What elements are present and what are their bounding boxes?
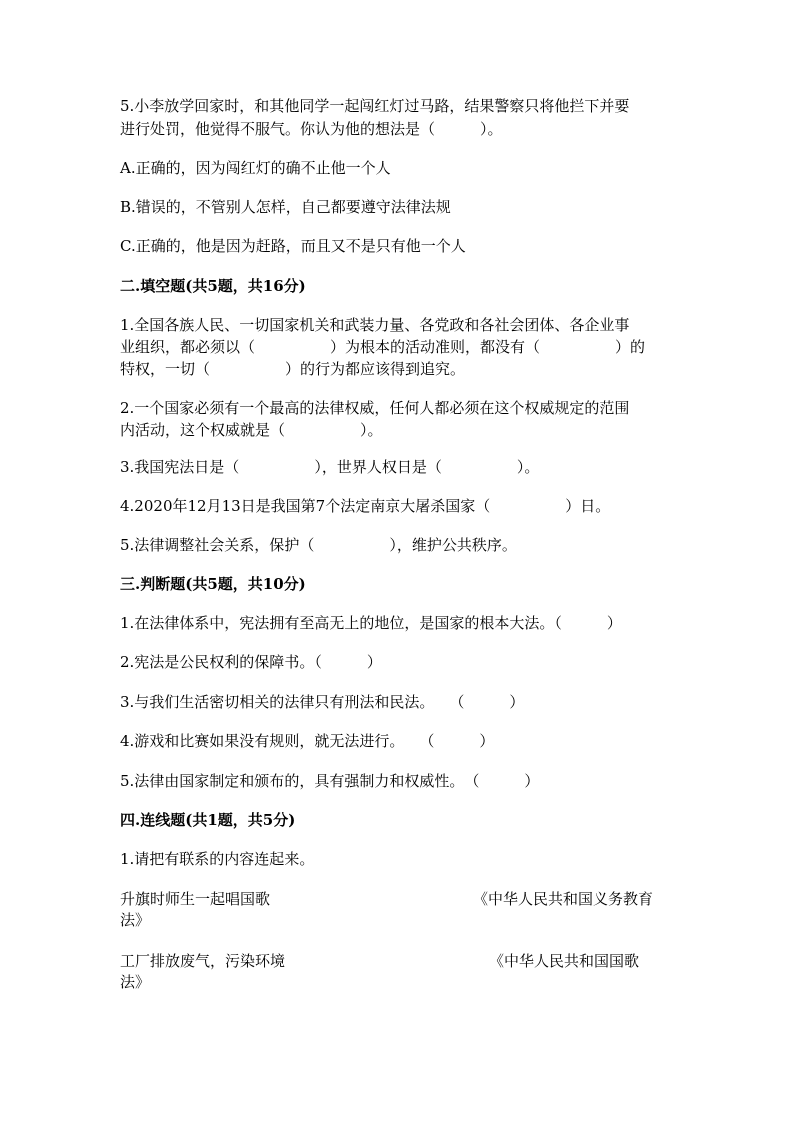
choice-q5-stem-line2: 进行处罚，他觉得不服气。你认为他的想法是（ ）。 (120, 120, 503, 138)
match-section-heading: 四.连线题(共1题，共5分) (120, 811, 296, 829)
match-right-item-2: 《中华人民共和国国歌 (489, 952, 640, 970)
fill-q4: 4.2020年12月13日是我国第7个法定南京大屠杀国家（ ）日。 (120, 497, 611, 515)
fill-section-heading: 二.填空题(共5题，共16分) (120, 277, 306, 295)
choice-q5-option-a: A.正确的，因为闯红灯的确不止他一个人 (120, 159, 391, 177)
judge-q3: 3.与我们生活密切相关的法律只有刑法和民法。 （ ） (120, 693, 525, 711)
match-instruction: 1.请把有联系的内容连起来。 (120, 850, 315, 868)
judge-q4: 4.游戏和比赛如果没有规则，就无法进行。 （ ） (120, 732, 495, 750)
fill-q1-line1: 1.全国各族人民、一切国家机关和武装力量、各党政和各社会团体、各企业事 (120, 316, 630, 334)
choice-q5-stem-line1: 5.小李放学回家时，和其他同学一起闯红灯过马路，结果警察只将他拦下并要 (120, 97, 630, 115)
match-right-item-2-wrap: 法》 (120, 973, 151, 991)
fill-q2-line1: 2.一个国家必须有一个最高的法律权威，任何人都必须在这个权威规定的范围 (120, 399, 630, 417)
fill-q1-line3: 特权，一切（ ）的行为都应该得到追究。 (120, 360, 466, 378)
fill-q5: 5.法律调整社会关系，保护（ ），维护公共秩序。 (120, 536, 517, 554)
fill-q2-line2: 内活动，这个权威就是（ ）。 (120, 421, 383, 439)
fill-q3: 3.我国宪法日是（ ），世界人权日是（ ）。 (120, 458, 540, 476)
fill-q1-line2: 业组织，都必须以（ ）为根本的活动准则，都没有（ ）的 (120, 338, 646, 356)
match-right-item-1: 《中华人民共和国义务教育 (473, 890, 654, 908)
choice-q5-option-c: C.正确的，他是因为赶路，而且又不是只有他一个人 (120, 237, 466, 255)
choice-q5-option-b: B.错误的，不管别人怎样，自己都要遵守法律法规 (120, 198, 451, 216)
match-left-item-1: 升旗时师生一起唱国歌 (120, 890, 271, 908)
match-right-item-1-wrap: 法》 (120, 911, 151, 929)
judge-section-heading: 三.判断题(共5题，共10分) (120, 575, 306, 593)
judge-q5: 5.法律由国家制定和颁布的，具有强制力和权威性。 （ ） (120, 772, 540, 790)
match-left-item-2: 工厂排放废气，污染环境 (120, 952, 286, 970)
judge-q1: 1.在法律体系中，宪法拥有至高无上的地位，是国家的根本大法。（ ） (120, 614, 622, 632)
judge-q2: 2.宪法是公民权利的保障书。（ ） (120, 653, 382, 671)
